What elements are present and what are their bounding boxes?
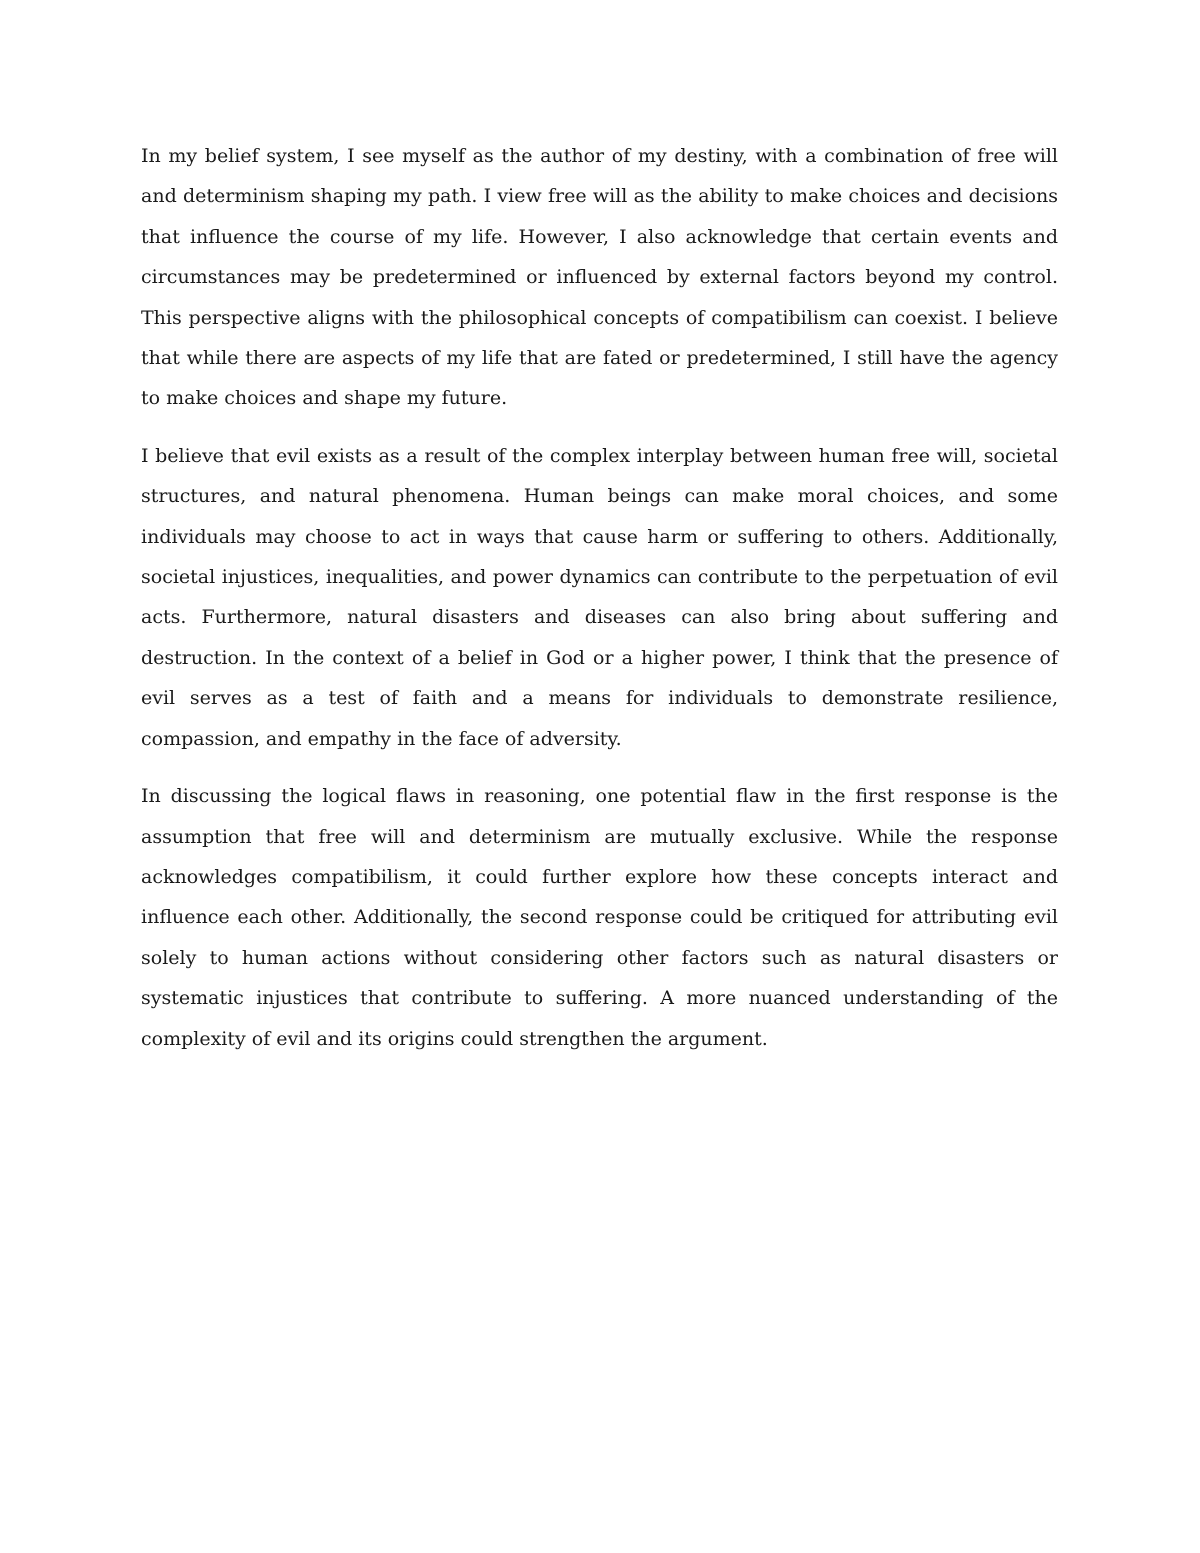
- paragraph-logical-flaws: In discussing the logical flaws in reasoning, one potential flaw in the first response is the assumption that free will and determinism are mutually exclusive. While the response acknowledges compatibilism, it could further explore how these concepts interact and influence each other. Additionally, the second response could be critiqued for attributing evil solely to human actions without considering other factors such as natural disasters or systematic injustices that contribute to suffering. A more nuanced understanding of the complexity of evil and its origins could strengthen the argument.: [141, 785, 1058, 1050]
- document-body: [141, 136, 1058, 1076]
- paragraph-free-will: In my belief system, I see myself as the author of my destiny, with a combination of free will and determinism shaping my path. I view free will as the ability to make choices and decisions that influence the course of my life. However, I also acknowledge that certain events and circumstances may be predetermined or influenced by external factors beyond my control. This perspective aligns with the philosophical concepts of compatibilism can coexist. I believe that while there are aspects of my life that are fated or predetermined, I still have the agency to make choices and shape my future.: [141, 145, 1058, 410]
- paragraph-evil: I believe that evil exists as a result of the complex interplay between human free will, societal structures, and natural phenomena. Human beings can make moral choices, and some individuals may choose to act in ways that cause harm or suffering to others. Additionally, societal injustices, inequalities, and power dynamics can contribute to the perpetuation of evil acts. Furthermore, natural disasters and diseases can also bring about suffering and destruction. In the context of a belief in God or a higher power, I think that the presence of evil serves as a test of faith and a means for individuals to demonstrate resilience, compassion, and empathy in the face of adversity.: [141, 444, 1058, 750]
